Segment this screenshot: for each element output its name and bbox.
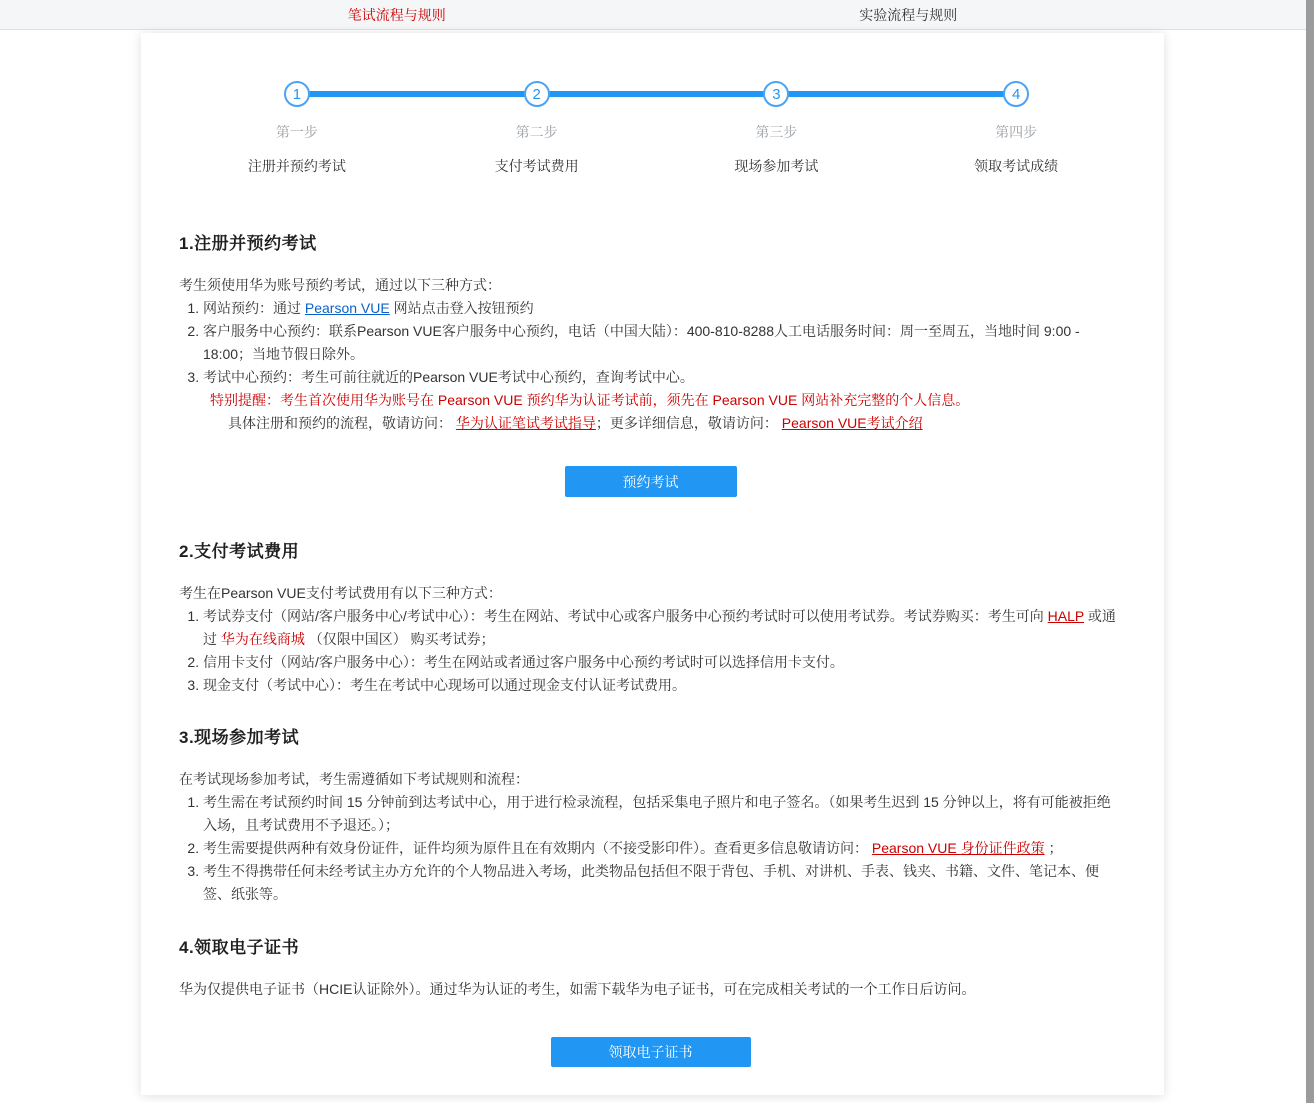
step-3-label: 第三步 (755, 124, 798, 140)
pearson-vue-link[interactable]: Pearson VUE (304, 300, 390, 316)
text-segment: 具体注册和预约的流程，敬请访问： (228, 415, 456, 431)
list-item (203, 860, 1122, 906)
section-2-list (179, 605, 1122, 697)
step-3-name: 现场参加考试 (734, 158, 819, 174)
step-4-circle: 4 (1003, 81, 1029, 107)
book-exam-button[interactable]: 预约考试 (565, 466, 737, 497)
top-tab-bar (0, 0, 1314, 30)
section-3-heading: 3.现场参加考试 (179, 728, 300, 747)
vertical-scrollbar[interactable] (1306, 0, 1314, 1103)
text-segment: ；更多详细信息，敬请访问： (595, 415, 782, 431)
list-item (203, 366, 1122, 389)
section-1-list (179, 297, 1122, 389)
halp-link[interactable]: HALP (1047, 608, 1084, 624)
step-2-circle: 2 (524, 81, 550, 107)
id-policy-link[interactable]: Pearson VUE 身份证件政策 (871, 840, 1045, 856)
special-reminder-note: 特别提醒：考生首次使用华为账号在 Pearson VUE 预约华为认证考试前，须先在 Pearson VUE 网站补充完整的个人信息。 (210, 392, 970, 408)
section-4-intro: 华为仅提供电子证书（HCIE认证除外）。通过华为认证的考生，如需下载华为电子证书，可在完成相关考试的一个工作日后访问。 (179, 981, 976, 997)
text-segment: （仅限中国区） 购买考试券； (304, 631, 495, 647)
section-register-and-book (141, 229, 1164, 497)
step-2-name: 支付考试费用 (494, 158, 579, 174)
tab-written-exam-rules[interactable]: 笔试流程与规则 (347, 6, 446, 23)
step-1-label: 第一步 (275, 124, 318, 140)
text-segment: ； (1044, 840, 1063, 856)
section-2-intro: 考生在Pearson VUE支付考试费用有以下三种方式： (179, 585, 502, 601)
list-item (203, 674, 1122, 697)
section-3-list (179, 791, 1122, 906)
text-segment: 客户服务中心预约：联系Pearson VUE客户服务中心预约，电话（中国大陆）：400-810-8288人工电话服务时间：周一至周五，当地时间 9:00 - 18:00；当地节假日除外。 (203, 323, 1080, 362)
registration-guide-note (228, 412, 1122, 435)
section-pay-exam-fee (141, 537, 1164, 697)
text-segment: 考试券支付（网站/客户服务中心/考试中心）：考生在网站、考试中心或客户服务中心预约考试时可以使用考试券。考试券购买：考生可向 (203, 608, 1048, 624)
section-get-ecertificate (141, 933, 1164, 1067)
section-1-intro: 考生须使用华为账号预约考试，通过以下三种方式： (179, 277, 501, 293)
step-4-label: 第四步 (995, 124, 1038, 140)
content-card (141, 33, 1164, 1095)
text-segment: 或通过 (203, 608, 1116, 647)
stepper-connector-line (297, 91, 1016, 97)
step-3-circle: 3 (763, 81, 789, 107)
step-1-circle: 1 (284, 81, 310, 107)
list-item (203, 320, 1122, 366)
pearson-vue-intro-link[interactable]: Pearson VUE考试介绍 (781, 415, 923, 431)
exam-steps-progress (141, 33, 1164, 176)
tab-bar-inner (141, 0, 1164, 29)
step-1-name: 注册并预约考试 (247, 158, 346, 174)
section-1-heading: 1.注册并预约考试 (179, 234, 317, 253)
list-item (203, 297, 1122, 320)
list-item (203, 791, 1122, 837)
list-item (203, 605, 1122, 651)
get-ecertificate-button[interactable]: 领取电子证书 (551, 1037, 751, 1067)
text-segment: 考生不得携带任何未经考试主办方允许的个人物品进入考场，此类物品包括但不限于背包、手机、对讲机、手表、钱夹、书籍、文件、笔记本、便签、纸张等。 (203, 863, 1099, 902)
tab-lab-exam-rules[interactable]: 实验流程与规则 (859, 6, 958, 23)
section-4-heading: 4.领取电子证书 (179, 938, 300, 957)
text-segment: 信用卡支付（网站/客户服务中心）：考生在网站或者通过客户服务中心预约考试时可以选择信用卡支付。 (203, 654, 844, 670)
section-3-intro: 在考试现场参加考试，考生需遵循如下考试规则和流程： (179, 771, 529, 787)
step-4-name: 领取考试成绩 (974, 158, 1059, 174)
section-attend-exam-onsite (141, 723, 1164, 906)
huawei-online-store-link[interactable]: 华为在线商城 (220, 631, 305, 647)
list-item (203, 837, 1122, 860)
section-2-heading: 2.支付考试费用 (179, 542, 300, 561)
text-segment: 网站点击登入按钮预约 (389, 300, 534, 316)
step-2-label: 第二步 (515, 124, 558, 140)
written-exam-guide-link[interactable]: 华为认证笔试考试指导 (455, 415, 596, 431)
text-segment: 考试中心预约：考生可前往就近的Pearson VUE考试中心预约，查询考试中心。 (203, 369, 694, 385)
text-segment: 现金支付（考试中心）：考生在考试中心现场可以通过现金支付认证考试费用。 (203, 677, 686, 693)
text-segment: 考生需在考试预约时间 15 分钟前到达考试中心，用于进行检录流程，包括采集电子照片和电子签名。（如果考生迟到 15 分钟以上，将有可能被拒绝入场，且考试费用不予退还。）； (203, 794, 1111, 833)
text-segment: 网站预约：通过 (203, 300, 305, 316)
list-item (203, 651, 1122, 674)
text-segment: 考生需要提供两种有效身份证件，证件均须为原件且在有效期内（不接受影印件）。查看更多信息敬请访问： (203, 840, 872, 856)
